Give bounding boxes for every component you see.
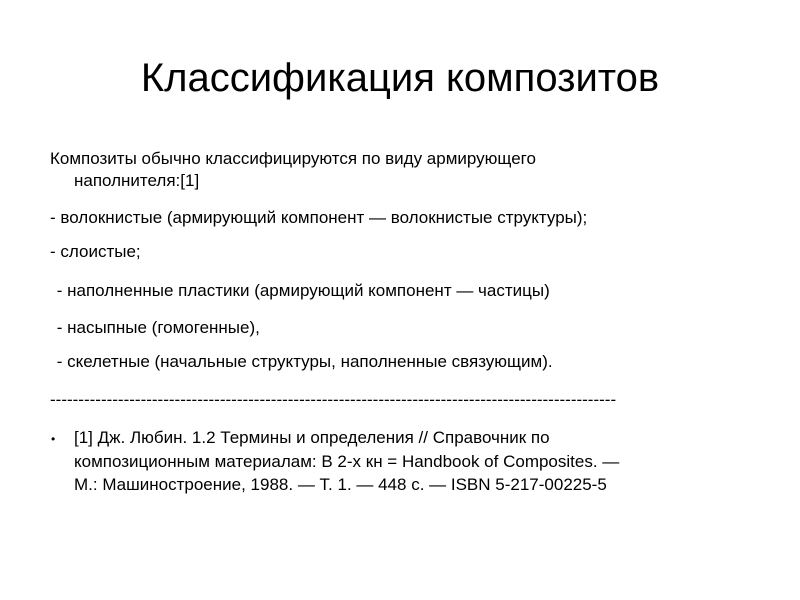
slide-title: Классификация композитов	[140, 56, 660, 100]
classification-item-fibrous: - волокнистые (армирующий компонент — волокнистые структуры);	[50, 208, 588, 227]
reference-line-2: композиционным материалам: В 2-х кн = Handbook of Composites. —	[74, 452, 620, 471]
classification-item-skeletal: - скелетные (начальные структуры, наполненные связующим).	[52, 352, 553, 371]
reference-bullet: •	[51, 432, 56, 446]
intro-text-line-1: Композиты обычно классифицируются по виду армирующего	[50, 149, 536, 168]
classification-item-filled-plastics: - наполненные пластики (армирующий компонент — частицы)	[52, 281, 550, 300]
classification-item-layered: - слоистые;	[50, 242, 141, 261]
classification-item-bulk: - насыпные (гомогенные),	[52, 318, 260, 337]
intro-text-line-2: наполнителя:[1]	[74, 171, 200, 190]
reference-line-1: [1] Дж. Любин. 1.2 Термины и определения // Справочник по	[74, 428, 550, 447]
reference-line-3: М.: Машиностроение, 1988. — Т. 1. — 448 с. — ISBN 5-217-00225-5	[74, 475, 607, 494]
dashed-divider: ----------------------------------------------------------------------------------------------------	[50, 390, 617, 409]
